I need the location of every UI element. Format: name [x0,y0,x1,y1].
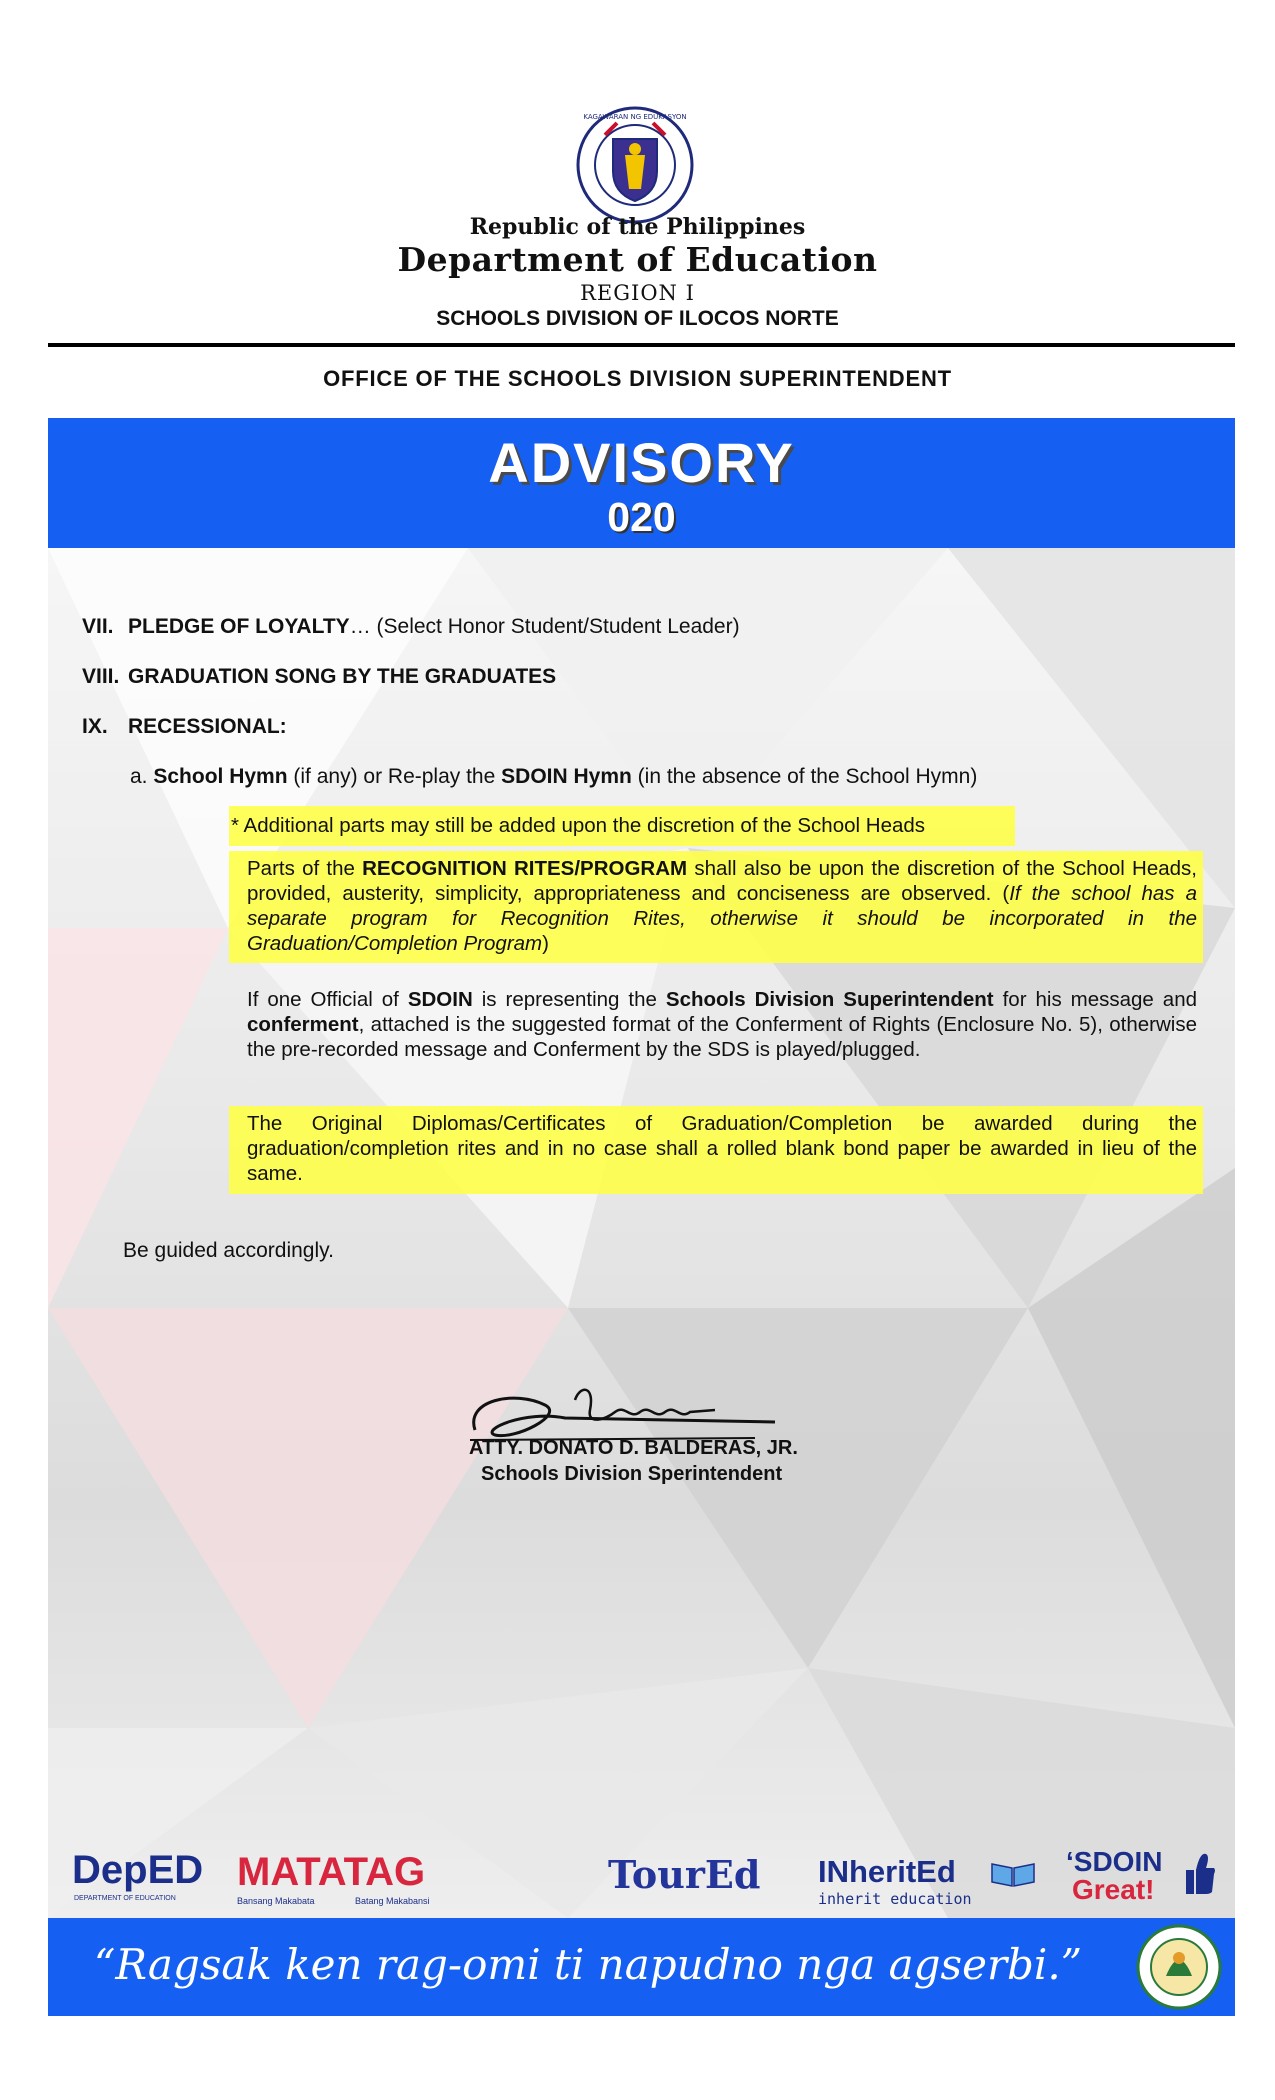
svg-text:KAGAWARAN NG EDUKASYON: KAGAWARAN NG EDUKASYON [583,113,687,121]
inherited-logo: INheritEd [818,1854,956,1889]
recognition-note [229,851,1203,963]
item-number: VII. [82,615,114,638]
diplomas-note: The Original Diplomas/Certificates of Graduation/Completion be awarded during the graduation/completion rites and in no case shall a rolled blank bond paper be awarded in lieu of the same. [229,1106,1203,1194]
note-text: Parts of the [247,857,363,880]
item-number: VIII. [82,665,120,688]
item-ix [0,714,1275,740]
item-title: PLEDGE OF LOYALTY [128,615,350,638]
note-text: , attached is the suggested format of the Conferment of Rights (Enclosure No. 5), otherwise the pre-recorded message and Conferment by the SDS is played/plugged. [247,1013,1197,1061]
body-background [48,548,1235,1918]
deped-logo: DepED [72,1848,204,1892]
advisory-number: 020 [607,494,676,540]
note-text: is representing the [472,988,666,1011]
sdoin-logo: ‘SDOIN [1066,1846,1163,1877]
inherited-logo-sub: inherit education [818,1890,972,1908]
deped-seal-icon [575,105,695,225]
motto: “Ragsak ken rag-omi ti napudno nga agserbi.” [93,1940,1083,1989]
closing-line: Be guided accordingly. [123,1239,334,1262]
polygon-pattern [48,548,1235,1918]
region-line: REGION I [580,281,695,305]
advisory-banner [48,418,1235,548]
advisory-title: ADVISORY [488,431,795,494]
great-logo: Great! [1072,1874,1155,1905]
thumbs-up-icon [1180,1848,1216,1898]
signatory-title: Schools Division Sperintendent [481,1463,783,1485]
subitem-a [130,764,977,790]
matatag-sub-1: Bansang Makabata [237,1896,315,1906]
department-title: Department of Education [397,240,878,279]
subitem-label: a. [130,765,148,788]
matatag-logo: MATATAG [237,1850,426,1894]
item-viii [0,664,1275,690]
item-title: GRADUATION SONG BY THE GRADUATES [128,665,557,688]
note-bold: conferment [247,1013,359,1036]
toured-logo: TourEd [608,1852,761,1897]
note-text: If one Official of [247,988,408,1011]
republic-line: Republic of the Philippines [469,214,806,240]
note-text: for his message and [993,988,1198,1011]
official-note [229,982,1203,1092]
subitem-text: (in the absence of the School Hymn) [631,765,978,788]
item-title: RECESSIONAL: [128,715,287,738]
footer-band [48,1918,1235,2016]
division-line: SCHOOLS DIVISION OF ILOCOS NORTE [436,307,839,330]
note-bold: Schools Division Superintendent [665,988,994,1011]
additional-parts-note: * Additional parts may still be added upon the discretion of the School Heads [229,806,1015,846]
note-bold: SDOIN [407,988,473,1011]
division-seal-icon [1136,1924,1222,2010]
note-text: ) [542,932,549,955]
signatory-name: ATTY. DONATO D. BALDERAS, JR. [469,1437,798,1459]
subitem-text: (if any) or Re-play the [287,765,502,788]
note-bold: RECOGNITION RITES/PROGRAM [362,857,688,880]
office-title: OFFICE OF THE SCHOOLS DIVISION SUPERINTENDENT [323,366,952,391]
note-italic: If the school has a separate program for Recognition Rites, otherwise it should be incorporated in the Graduation/Completion Program [247,882,1197,955]
header-divider [48,343,1235,347]
sdoin-hymn: SDOIN Hymn [501,765,632,788]
item-vii [0,614,1275,640]
note-text: shall also be upon the discretion of the School Heads, provided, austerity, simplicity, appropriateness and conciseness are observed. ( [247,857,1198,905]
matatag-sub-2: Batang Makabansi [355,1896,430,1906]
item-rest: … (Select Honor Student/Student Leader) [349,615,740,638]
school-hymn: School Hymn [153,765,288,788]
item-number: IX. [82,715,108,738]
deped-logo-sub: DEPARTMENT OF EDUCATION [74,1895,176,1902]
book-icon [990,1858,1036,1888]
